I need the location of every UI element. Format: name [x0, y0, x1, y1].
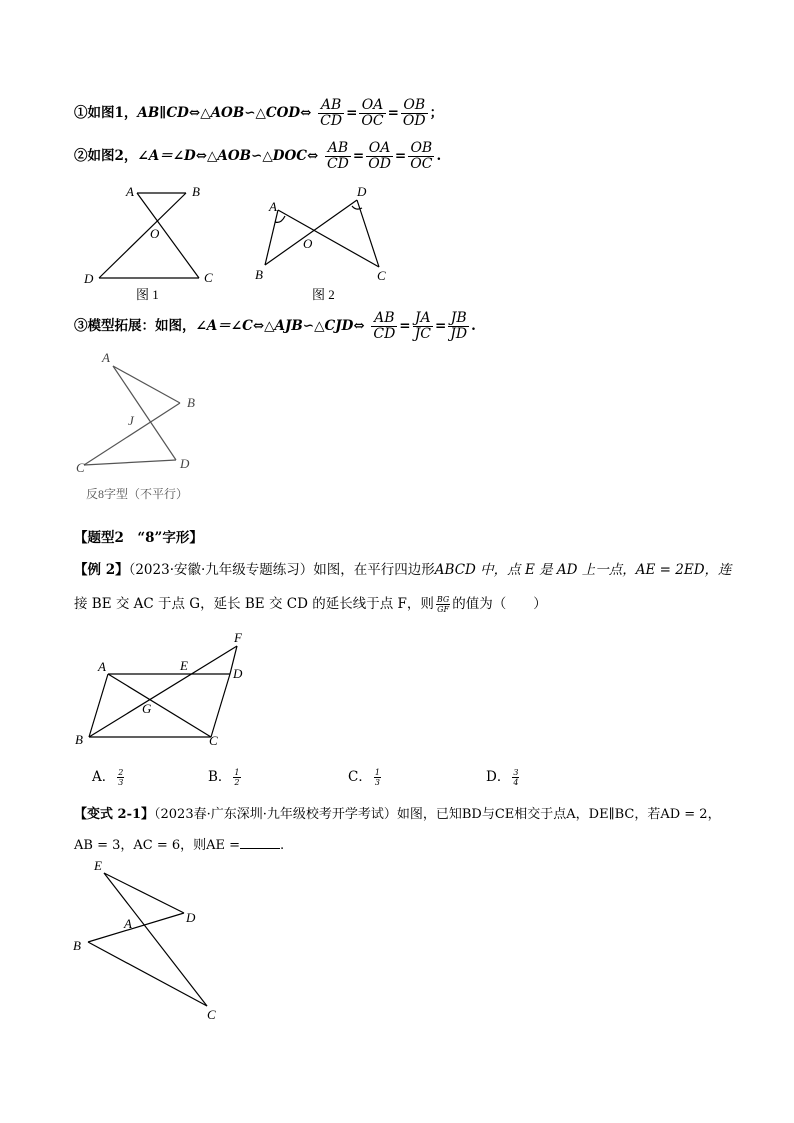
numerator: AB [320, 97, 342, 113]
denominator: 3 [374, 778, 380, 787]
fig-1-label-o: O [150, 226, 160, 241]
fig-2-label-d: D [357, 184, 367, 199]
item-2-statement: ∠A＝∠D⇔△AOB∽△DOC⇔ [137, 148, 319, 164]
var-label-e: E [94, 858, 102, 873]
numerator: 2 [118, 768, 124, 777]
ex2-label-d: D [233, 666, 243, 681]
example-2-source: （2023·安徽·九年级专题练习）如图，在平行四边形 [128, 562, 435, 578]
item-2-suffix: . [436, 148, 442, 164]
item-1: ①如图1，AB∥CD⇔△AOB∽△COD⇔ $\frac{AB}{CD}$ = $\frac{OA}{OC}$ = $\frac{OB}{OD}$ ； [74, 97, 444, 129]
denominator: CD [326, 156, 349, 172]
numerator: AB [327, 140, 349, 156]
option-b-fraction [233, 768, 240, 787]
denominator: CD [320, 113, 343, 129]
option-a-label: A． [92, 769, 116, 785]
item-1-prefix: 如图1， [87, 105, 138, 121]
item-3-statement: ∠A＝∠C⇔△AJB∽△CJD⇔ [195, 318, 365, 334]
fig-2-label-o: O [303, 236, 313, 251]
item-2-fraction-3 [408, 141, 434, 172]
example-2-figure [70, 625, 260, 750]
option-d-label: D． [486, 769, 511, 785]
fig-2-label-b: B [255, 267, 263, 282]
item-1-marker: ① [74, 105, 88, 121]
item-2-marker: ② [74, 148, 88, 164]
fig-1-label-a: A [126, 184, 134, 199]
denominator: OC [361, 113, 384, 129]
denominator: 3 [118, 778, 124, 787]
fig-3-label-c: C [76, 460, 85, 475]
denominator: 4 [513, 778, 519, 787]
ex2-label-b: B [75, 732, 83, 747]
denominator: GF [437, 605, 450, 614]
numerator: 1 [234, 768, 240, 777]
denominator: CD [373, 326, 396, 342]
example-2-fraction [436, 595, 450, 614]
example-2-line-2 [74, 592, 547, 614]
item-3-fraction-2 [413, 311, 433, 342]
variant-2-1-line-1 [74, 803, 721, 822]
numerator: JA [414, 310, 431, 326]
section-header: 【题型2 “8”字形】 [74, 530, 203, 546]
option-c-fraction [374, 768, 381, 787]
numerator: AB [374, 310, 395, 326]
ex2-label-a: A [98, 659, 106, 674]
fig-2-label-c: C [377, 268, 386, 283]
variant-2-1-tag: 【变式 2-1】 [74, 807, 155, 822]
item-2-fraction-1 [325, 141, 351, 172]
fig-1-label-c: C [204, 270, 213, 285]
item-1-fraction-2 [359, 98, 385, 129]
denominator: JC [414, 326, 431, 342]
denominator: OC [410, 156, 433, 172]
fig-1-label-b: B [192, 184, 200, 199]
option-d-fraction [512, 768, 519, 787]
variant-2-1-figure [70, 855, 240, 1030]
denominator: OD [402, 113, 426, 129]
option-c-label: C． [348, 769, 372, 785]
ex2-label-f: F [234, 630, 242, 645]
fig-2-caption: 图 2 [312, 287, 335, 302]
option-a-fraction [117, 768, 124, 787]
figure-1 [70, 178, 230, 306]
example-2-line-1-rest: ABCD 中，点 E 是 AD 上一点，AE = 2ED，连 [434, 562, 732, 578]
variant-2-1-line-2-end: . [280, 838, 285, 853]
option-b-label: B． [208, 769, 232, 785]
fig-3-label-b: B [187, 395, 195, 410]
var-label-a: A [124, 916, 132, 931]
option-c[interactable] [348, 765, 383, 787]
numerator: OB [403, 97, 426, 113]
option-b[interactable] [208, 765, 243, 787]
numerator: BG [436, 595, 450, 604]
option-a[interactable] [92, 765, 126, 787]
ex2-label-c: C [209, 733, 218, 748]
fig-3-caption: 反8字型（不平行） [86, 487, 189, 501]
numerator: JB [450, 310, 467, 326]
fig-2-label-a: A [269, 199, 277, 214]
item-1-fraction-3 [401, 98, 428, 129]
item-3-prefix: 模型拓展：如图， [87, 318, 196, 334]
ex2-label-g: G [142, 701, 152, 716]
var-label-b: B [73, 938, 81, 953]
numerator: 1 [374, 768, 380, 777]
example-2-line-2-text: 接 BE 交 AC 于点 G，延长 BE 交 CD 的延长线于点 F，则 [74, 596, 434, 612]
numerator: 3 [513, 768, 519, 777]
numerator: OA [368, 140, 391, 156]
numerator: OB [410, 140, 433, 156]
figure-2 [250, 180, 400, 306]
figure-3 [70, 350, 230, 510]
var-label-d: D [186, 910, 196, 925]
denominator: 2 [234, 778, 240, 787]
item-3-suffix: . [471, 318, 476, 334]
example-2-tag: 【例 2】 [74, 562, 129, 578]
item-3: ③模型拓展：如图，∠A＝∠C⇔△AJB∽△CJD⇔ $\frac{AB}{CD}$ = $\frac{JA}{JC}$ = $\frac{JB}{JD}$ . [74, 310, 476, 342]
fig-3-label-j: J [128, 413, 134, 428]
denominator: JD [450, 326, 468, 342]
item-1-fraction-1 [318, 98, 344, 129]
item-3-marker: ③ [74, 318, 88, 334]
example-2-line-1 [74, 558, 732, 578]
option-d[interactable] [486, 765, 521, 787]
item-2: ②如图2，∠A＝∠D⇔△AOB∽△DOC⇔ $\frac{AB}{CD}$ = $\frac{OA}{OD}$ = $\frac{OB}{OC}$ . [74, 140, 442, 172]
numerator: OA [361, 97, 384, 113]
fig-3-label-d: D [180, 456, 190, 471]
item-1-suffix: ； [429, 105, 444, 121]
variant-2-1-line-2 [74, 834, 284, 853]
fig-1-label-d: D [84, 271, 94, 286]
item-1-statement: AB∥CD⇔△AOB∽△COD⇔ [137, 105, 312, 121]
ex2-label-e: E [180, 658, 188, 673]
fig-3-label-a: A [102, 350, 110, 365]
item-3-fraction-3 [448, 311, 469, 342]
denominator: OD [368, 156, 391, 172]
example-2-line-2-end: 的值为（ ） [452, 596, 547, 612]
answer-blank[interactable] [240, 836, 280, 849]
item-2-fraction-2 [366, 141, 393, 172]
item-3-fraction-1 [371, 311, 397, 342]
variant-2-1-text: （2023春·广东深圳·九年级校考开学考试）如图，已知BD与CE相交于点A，DE∥BC，若AD = 2， [154, 807, 721, 822]
var-label-c: C [207, 1007, 216, 1022]
item-2-prefix: 如图2， [87, 148, 138, 164]
fig-1-caption: 图 1 [136, 287, 159, 302]
variant-2-1-line-2-text: AB = 3，AC = 6，则AE = [74, 838, 241, 853]
